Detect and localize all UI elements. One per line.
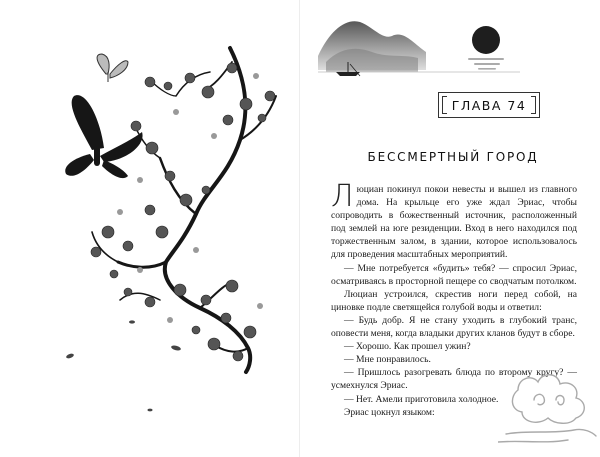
paragraph: Эриас цокнул языком: <box>344 406 435 418</box>
paragraph: — Будь добр. Я не стану уходить в глубокий транс, оповести меня, когда владыки других кланов будут в сборе. <box>331 314 577 340</box>
sun-icon <box>472 26 500 54</box>
paragraph: Люциан покинул покои невесты и вышел из главного дома. На крыльце его уже ждал Эриас, чтобы сопроводить в божественный источник, расположенный под землей на юге резиденции. Вход в него находился под торжественным залом, в здании, которое использовалось для проведения масштабных мероприятий. <box>331 179 577 261</box>
paragraph: — Пришлось разогревать блюда по второму кругу? — усмехнулся Эриас. <box>331 367 577 392</box>
chapter-number <box>438 92 540 118</box>
chapter-label: ГЛАВА 74 <box>451 97 527 113</box>
paragraph: — Хорошо. Как прошел ужин? <box>344 341 471 353</box>
landscape-illustration <box>0 0 600 100</box>
paragraph: — Мне потребуется «будить» тебя? — спросил Эриас, осматриваясь в просторной пещере со сводчатым потолком. <box>331 262 577 287</box>
paragraph: — Нет. Амели приготовила холодное. <box>344 393 499 405</box>
drop-cap: Л <box>331 179 354 214</box>
butterfly-large <box>65 95 142 178</box>
chapter-title: БЕССМЕРТНЫЙ ГОРОД <box>367 150 539 164</box>
cloud-ornament-icon <box>498 360 598 450</box>
paragraph: — Мне понравилось. <box>344 354 431 366</box>
paragraph: Люциан устроился, скрестив ноги перед собой, на циновке подле светящейся голубой воды и ответил: <box>331 288 577 313</box>
